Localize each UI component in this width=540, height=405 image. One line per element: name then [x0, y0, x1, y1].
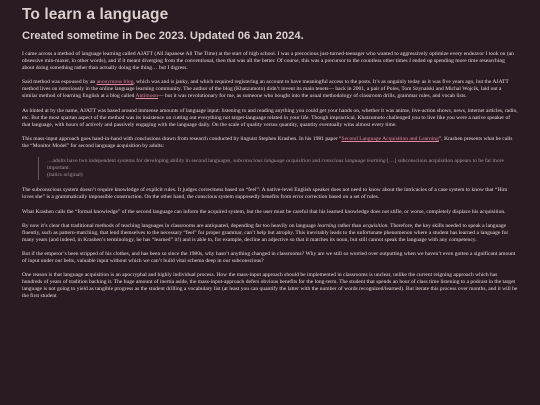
paragraph: [22, 272, 518, 300]
text-run: One reason is that language acquisition is an apocryphal and highly individual process. How the mass-input approach should be implemented in classrooms is unclear, unlike the current reigning approach which has hundreds of years of tradition backing it. The huge amount of inertia aside, the mass-input-approach defers obvious benefits for the long-term. The student that spends an hour of class time listening to a podcast in the target language is not going to yield as tangible progress as the student drilling a vocabulary list (at least you can quantify the latter with the number of words recognized/learned). But iterate this process over months, and it will be the first student: [22, 272, 518, 300]
page-subtitle: Created sometime in Dec 2023. Updated 06 Jan 2024.: [22, 30, 304, 42]
text-run: — but it was revolutionary for me, as someone who bought into the usual methodology of classroom drills, grammar rules, and vocab lists.: [158, 93, 467, 100]
paragraph: [22, 136, 518, 150]
text-run: As hinted at by the name, AJATT was based around immense amounts of language input: listening to and reading anything you could get your hands on, whether it was anime, live-action shows, news, internet articles, radio, etc. But the most spartan aspect of the method was its insistence on cutting out everything not target-language related in your life. Though impractical, Khatzumoto challenged you to live like you were a native speaker of that language, with hours of actively and passively engaging with the language daily. On the scale of quality versus quantity, quantity eventually wins almost every time.: [22, 107, 518, 128]
paragraph: [22, 79, 518, 100]
text-run: Said method was espoused by an: [22, 79, 97, 86]
text-run: By now it’s clear that traditional methods of teaching languages in classrooms are antiquated, depending far too heavily on language: [22, 222, 318, 229]
emphasis-text: acquisition: [362, 222, 388, 229]
paragraph: [22, 223, 518, 244]
inline-link[interactable]: Second Language Acquisition and Learning: [341, 135, 439, 142]
emphasis-text: learning: [317, 222, 337, 229]
paragraph: [22, 51, 518, 72]
text-run: , which was and is janky, and which required registering an account to have meaningful access to the posts. It’s as ungainly today as it was five years ago, but the AJATT method lives on notoriously in the online language learning community. The author of the blog (Khatzumoto) didn’t invent its main tenets— back in 2001, a pair of Poles, Tom Szynalski and Michal Wojcik, laid out a similar method of learning English at a blog called: [22, 79, 509, 100]
text-run: This mass-input approach goes hand-in-hand with conclusions drawn from research conducted by linguist Stephen Krashen. In his 1981 paper “: [22, 135, 342, 142]
emphasis-text: conscious language learning: [321, 158, 386, 165]
paragraph: [22, 209, 518, 216]
paragraph: [22, 251, 518, 265]
text-run: I came across a method of language learning called AJATT (All Japanese All The Time) at the start of high school. I was a precocious just-turned-teenager who wanted to aggressively optimize every endeavor I took on (an obsessive min-maxer, in other words), and if it meant diverging from the conventional, then that was all the better. Of course, this was a precursor to the countless other times I ended up spending more time researching about doing something rather than actually doing the thing… but I digress.: [22, 51, 514, 72]
paragraph: [22, 187, 518, 201]
page-title: To learn a language: [22, 6, 169, 23]
text-run: The subconscious system doesn’t require knowledge of explicit rules. It judges correctness based on “feel”: A native-level English speaker does not need to know about the intricacies of a case system to know that “Him loves she” is a grammatically impossible construction. On the other hand, the conscious system supposedly benefits from error correction based on a set of rules.: [22, 187, 508, 201]
inline-link[interactable]: Antimoon: [135, 93, 159, 100]
text-run: rather than: [336, 222, 363, 229]
krashen-quote: [38, 157, 518, 180]
text-run: What Krashen calls the “formal knowledge” of the second language can inform the acquired system, but the user must be careful that his learned knowledge does not stifle, or worse, completely displace his acquisition.: [22, 208, 506, 215]
text-run: . Therefore, the key skills needed to speak a language fluently, such as pattern-matching, that lend themselves to the necessary “feel” for proper grammar, can’t help but atrophy. This inevitably leads to the unfortunate phenomenon where a student has learned a language for many years (and indeed, in Krashen’s terminology, he has “learned” it!) and is able to, for example, decline an adjective so that it matches its noun, but still cannot speak the language with any competency.: [22, 222, 509, 243]
text-run: and: [310, 158, 322, 165]
quote-note: (italics original): [47, 172, 83, 179]
emphasis-text: subconscious language acquisition: [233, 158, 311, 165]
text-run: ”, Krashen presents what he calls the “Monitor Model” for second language acquisition by adults:: [22, 135, 513, 149]
text-run: But if the emperor’s been stripped of his clothes, and has been so since the 1980s, why hasn’t anything changed in classrooms? Why are we still so worried over outputting when we haven’t even gotten a significant amount of input under our belts, valuable input without which we can’t build vital schema deep in our subconscious?: [22, 250, 516, 264]
paragraph: [22, 108, 518, 129]
article-body-top: [22, 51, 518, 150]
article-body-bottom: [22, 187, 518, 300]
quote-text: [47, 158, 518, 172]
inline-link[interactable]: anonymous blog: [96, 79, 134, 86]
text-run: …adults have two independent systems for developing ability in second languages,: [47, 158, 234, 165]
text-run: […] subconscious acquisition appears to be far more important.: [47, 158, 504, 172]
